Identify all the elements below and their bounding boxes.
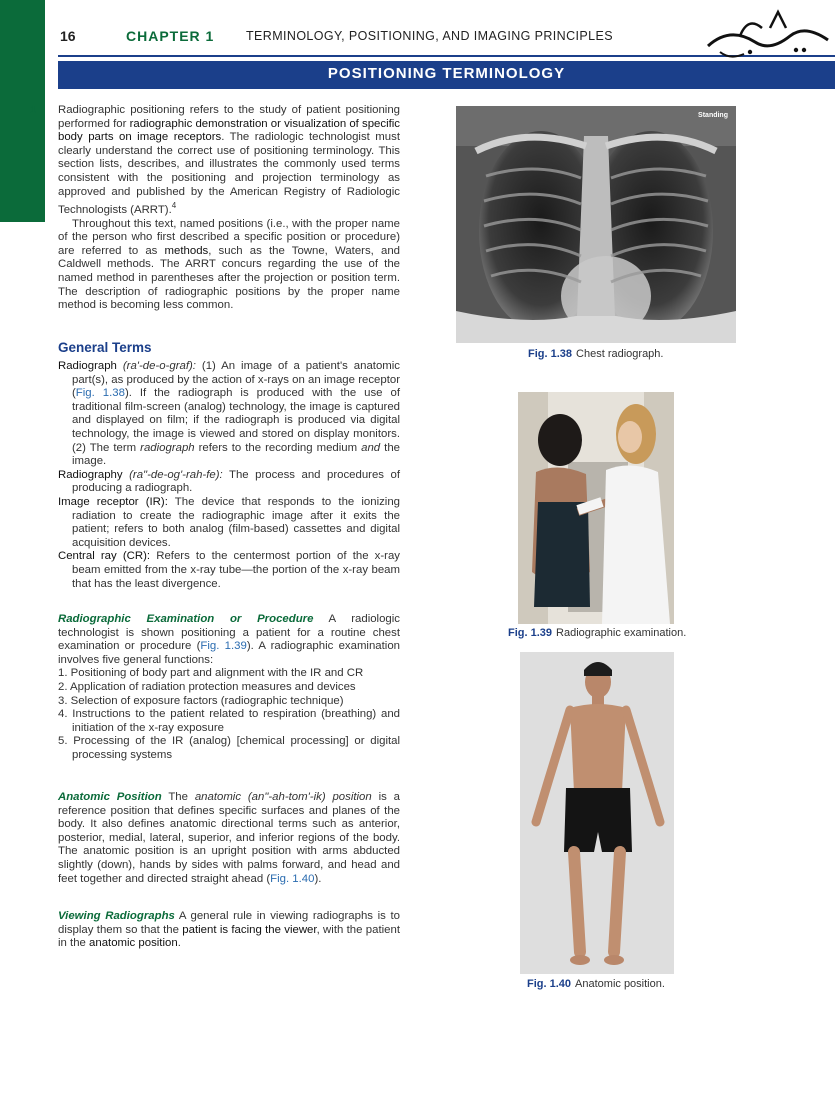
section-banner	[58, 61, 835, 89]
figure-caption-text: Chest radiograph.	[576, 348, 664, 360]
chapter-title: TERMINOLOGY, POSITIONING, AND IMAGING PRINCIPLES	[246, 29, 613, 43]
definition-emphasis: and	[361, 441, 381, 454]
figure-caption-text: Radiographic examination.	[556, 627, 687, 639]
chapter-label: CHAPTER 1	[126, 28, 215, 44]
list-item: 5. Processing of the IR (analog) [chemical processing] or digital processing systems	[58, 735, 400, 761]
running-header	[60, 28, 640, 48]
anatomic-position-photo	[520, 652, 674, 974]
page-number: 16	[60, 28, 76, 44]
anatomic-text-run: is a reference position that defines specific surfaces and planes of the body. It also defines anatomic directional terms such as anterior, posterior, medial, lateral, superior, and inferior regions of the body. The anatomic position is an upright position with arms abducted slightly (down), hands by sides with palms forward, and head and feet together and directed straight ahead (	[58, 791, 400, 885]
term-label: Radiography	[58, 468, 123, 481]
section-title: POSITIONING TERMINOLOGY	[327, 65, 566, 82]
list-item: 2. Application of radiation protection measures and devices	[58, 680, 356, 693]
definition-run: refers to the recording medium	[194, 441, 362, 454]
anatomic-text-run: ).	[314, 872, 322, 885]
figure-link[interactable]: Fig. 1.39	[200, 640, 247, 653]
intro-text-run: Radiographic positioning refers to the study of patient positioning performed for	[58, 104, 400, 130]
definition-emphasis: radiograph	[140, 441, 195, 454]
term-central-ray	[58, 550, 400, 591]
figure-link[interactable]: Fig. 1.40	[270, 872, 315, 885]
intro-paragraph-2	[58, 218, 400, 313]
footnote-ref: 4	[171, 201, 177, 211]
exam-heading: Radiographic Examination or Procedure	[58, 613, 314, 625]
section-side-number: 1	[30, 104, 37, 116]
pronunciation: (ra'-de-o-graf):	[122, 360, 196, 372]
calligraphy-logo-icon	[700, 6, 834, 66]
intro-text	[58, 104, 400, 313]
definition-run: The device that responds to the ionizing radiation to create the radiographic image after it exits the patient; refers to both analog (film-based) cassettes and digital acquisition devices.	[72, 495, 400, 549]
chest-radiograph-figure	[456, 106, 736, 343]
exam-paragraph	[58, 613, 400, 667]
figure-number: Fig. 1.39	[508, 627, 553, 639]
figure-caption-text: Anatomic position.	[575, 978, 665, 990]
list-item: 1. Positioning of body part and alignment with the IR and CR	[58, 667, 364, 680]
term-label: Central ray (CR):	[58, 550, 151, 563]
general-terms-list	[58, 360, 400, 591]
viewing-paragraph	[58, 910, 400, 951]
intro-paragraph-1	[58, 104, 400, 218]
chapter-tab	[0, 0, 45, 222]
exam-section	[58, 613, 400, 763]
term-radiography	[58, 469, 400, 496]
figure-caption	[528, 348, 663, 360]
xray-position-marker: Standing	[698, 112, 728, 119]
anatomic-paragraph	[58, 791, 400, 886]
viewing-emphasis: anatomic position	[89, 937, 178, 950]
list-item: 4. Instructions to the patient related to respiration (breathing) and initiation of the x-ray exposure	[58, 708, 400, 734]
viewing-text-run: , with the patient in the	[58, 923, 401, 950]
term-label: Image receptor (IR):	[58, 495, 168, 508]
viewing-heading: Viewing Radiographs	[58, 910, 175, 922]
exam-text-run: ). A radiographic examination involves five general functions:	[58, 640, 400, 666]
intro-emphasis: radiographic demonstration or visualization of specific body parts on image receptors	[58, 117, 400, 144]
figure-link[interactable]: Fig. 1.38	[75, 387, 125, 400]
viewing-section	[58, 910, 400, 951]
term-radiograph	[58, 360, 400, 469]
chest-xray-image	[456, 106, 736, 343]
radiographic-exam-photo	[518, 392, 674, 624]
definition-run: (1) An image of a patient's anatomic part(s), as produced by the action of x-rays on an image receptor (	[72, 360, 401, 400]
anatomic-text-run: The	[161, 791, 195, 803]
exam-functions-list	[58, 667, 400, 762]
anatomic-section	[58, 791, 400, 886]
pronunciation: (ra"-de-og'-rah-fe):	[129, 468, 223, 481]
anatomic-heading: Anatomic Position	[58, 791, 162, 803]
definition-run: The process and procedures of producing a radiograph.	[72, 468, 401, 495]
general-terms-heading: General Terms	[58, 340, 152, 355]
anatomic-emphasis: anatomic (an"-ah-tom'-ik) position	[194, 791, 372, 803]
definition-run: Refers to the centermost portion of the x-ray beam emitted from the x-ray tube—the portion of the x-ray beam that has the least divergence.	[72, 550, 400, 590]
viewing-text-run: .	[177, 937, 181, 950]
definition-run: ). If the radiograph is produced with the use of traditional film-screen (analog) technology, the image is captured and displayed on film; if the radiograph is produced via digital technology, the image is viewed and stored on display monitors. (2) The term	[72, 387, 400, 454]
figure-caption	[508, 627, 686, 639]
anatomic-photo-image	[520, 652, 674, 974]
exam-photo-image	[518, 392, 674, 624]
figure-number: Fig. 1.38	[528, 348, 573, 360]
term-image-receptor	[58, 496, 400, 550]
definition-run: the image.	[72, 441, 400, 468]
viewing-text-run: A general rule in viewing radiographs is to display them so that the	[58, 910, 400, 936]
figure-number: Fig. 1.40	[527, 978, 572, 990]
term-label: Radiograph	[58, 360, 117, 372]
viewing-emphasis: patient is facing the viewer	[182, 923, 317, 936]
intro-text-run: Throughout this text, named positions (i.e., with the proper name of the person who first described a specific position or procedure) are referred to as	[58, 217, 400, 257]
exam-text-run: A radiologic technologist is shown positioning a patient for a routine chest examination or procedure (	[58, 613, 400, 653]
intro-emphasis: methods	[164, 244, 209, 257]
intro-text-run: . The radiologic technologist must clearly understand the correct use of positioning terminology. This section lists, describes, and illustrates the commonly used terms consistent with the positioning and projection terminology as approved and published by the American Registry of Radiologic Technologists (ARRT).	[58, 131, 400, 216]
figure-caption	[527, 978, 665, 990]
list-item: 3. Selection of exposure factors (radiographic technique)	[58, 694, 344, 707]
intro-text-run: , such as the Towne, Waters, and Caldwell methods. The ARRT concurs regarding the use of the named method in parentheses after the projection or position term. The description of radiographic positions by the proper name method is becoming less common.	[58, 244, 400, 312]
